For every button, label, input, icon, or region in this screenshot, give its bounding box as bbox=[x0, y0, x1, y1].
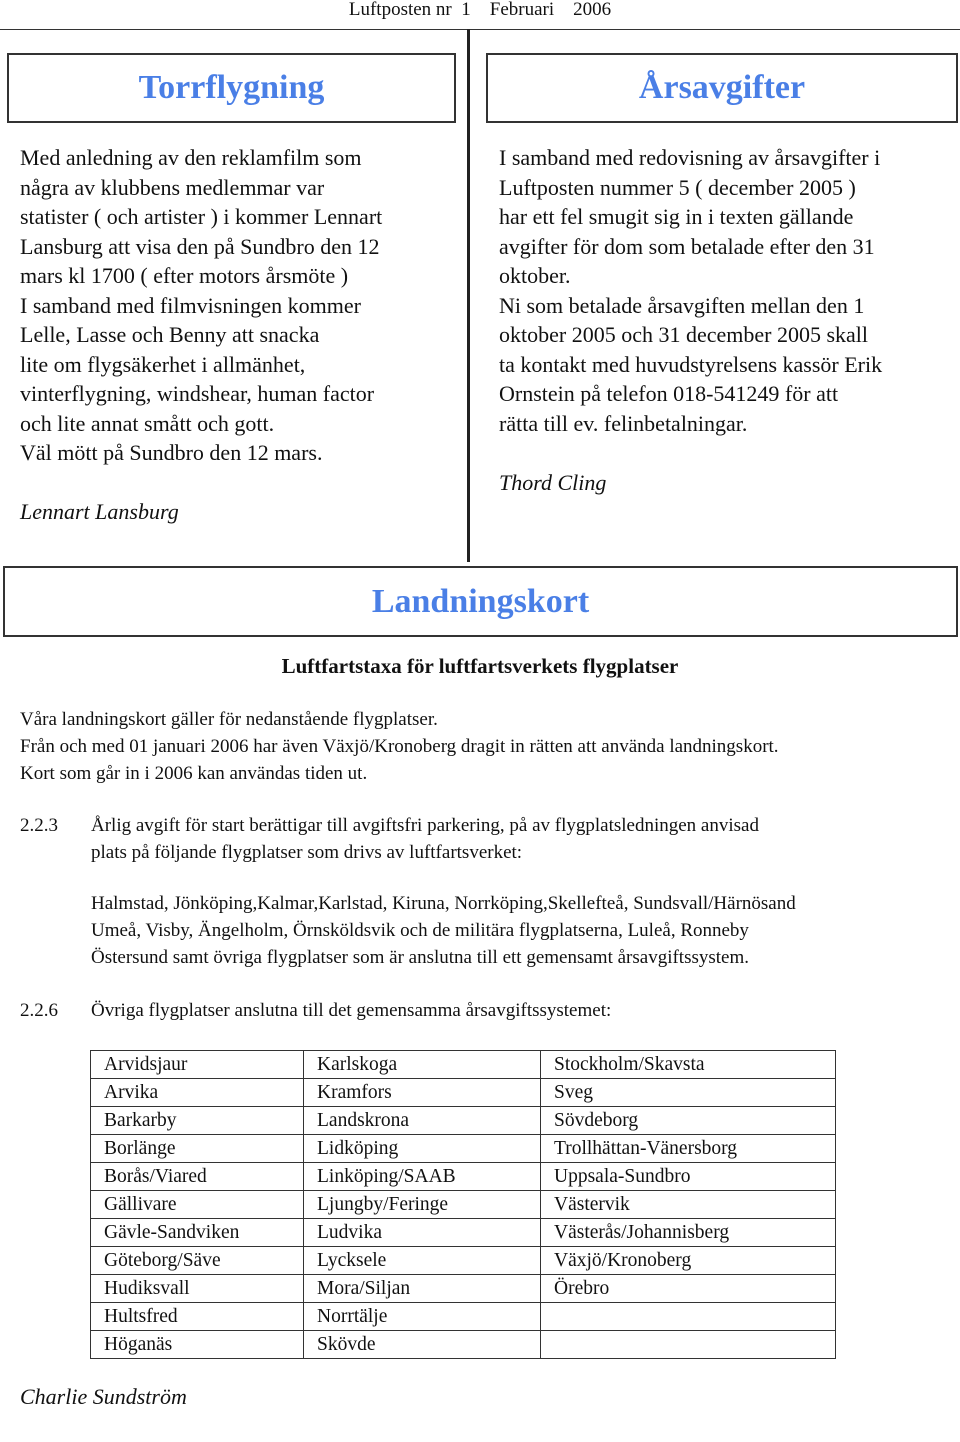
arsavgifter-title-box bbox=[486, 53, 958, 123]
table-cell: Ludvika bbox=[304, 1219, 541, 1247]
intro-line: Från och med 01 januari 2006 har även Växjö/Kronoberg dragit in rätten att använda landningskort. bbox=[20, 736, 779, 757]
table-cell: Gävle-Sandviken bbox=[91, 1219, 304, 1247]
table-cell: Sövdeborg bbox=[541, 1107, 836, 1135]
arsavgifter-line: avgifter för dom som betalade efter den 31 bbox=[499, 233, 875, 259]
torrflygning-line: statister ( och artister ) i kommer Lennart bbox=[20, 204, 383, 229]
arsavgifter-line: Ni som betalade årsavgiften mellan den 1 bbox=[499, 292, 865, 318]
section-line: plats på följande flygplatser som drivs av luftfartsverket: bbox=[91, 842, 523, 863]
table-cell: Linköping/SAAB bbox=[304, 1163, 541, 1191]
table-cell: Trollhättan-Vänersborg bbox=[541, 1135, 836, 1163]
torrflygning-line: Med anledning av den reklamfilm som bbox=[20, 145, 362, 170]
torrflygning-title-box bbox=[7, 53, 456, 123]
table-row bbox=[91, 1219, 836, 1247]
table-cell: Borås/Viared bbox=[91, 1163, 304, 1191]
column-divider bbox=[467, 29, 470, 562]
table-cell: Borlänge bbox=[91, 1135, 304, 1163]
table-cell: Barkarby bbox=[91, 1107, 304, 1135]
arsavgifter-line: oktober. bbox=[499, 263, 571, 288]
intro-line: Kort som går in i 2006 kan användas tiden ut. bbox=[20, 763, 368, 784]
torrflygning-line: och lite annat smått och gott. bbox=[20, 410, 275, 436]
torrflygning-line: mars kl 1700 ( efter motors årsmöte ) bbox=[20, 263, 349, 288]
section-number: 2.2.3 bbox=[20, 815, 58, 836]
table-cell: Växjö/Kronoberg bbox=[541, 1247, 836, 1275]
table-cell: Västervik bbox=[541, 1191, 836, 1219]
arsavgifter-line: rätta till ev. felinbetalningar. bbox=[499, 410, 748, 436]
table-cell: Uppsala-Sundbro bbox=[541, 1163, 836, 1191]
section-line: Övriga flygplatser anslutna till det gemensamma årsavgiftssystemet: bbox=[91, 1000, 612, 1021]
arsavgifter-author: Thord Cling bbox=[499, 469, 607, 495]
arsavgifter-line: I samband med redovisning av årsavgifter i bbox=[499, 145, 881, 170]
landningskort-subtitle: Luftfartstaxa för luftfartsverkets flygplatser bbox=[281, 654, 679, 678]
header-divider bbox=[0, 29, 960, 30]
table-cell: Mora/Siljan bbox=[304, 1275, 541, 1303]
torrflygning-line: I samband med filmvisningen kommer bbox=[20, 292, 361, 318]
table-row bbox=[91, 1303, 836, 1331]
section-number: 2.2.6 bbox=[20, 1000, 58, 1021]
airports-line: Östersund samt övriga flygplatser som är anslutna till ett gemensamt årsavgiftssystem. bbox=[91, 947, 750, 968]
table-cell: Västerås/Johannisberg bbox=[541, 1219, 836, 1247]
table-cell: Hudiksvall bbox=[91, 1275, 304, 1303]
torrflygning-line: Väl mött på Sundbro den 12 mars. bbox=[20, 440, 323, 465]
torrflygning-line: Lelle, Lasse och Benny att snacka bbox=[20, 322, 320, 347]
torrflygning-line: Lansburg att visa den på Sundbro den 12 bbox=[20, 233, 380, 259]
torrflygning-line: lite om flygsäkerhet i allmänhet, bbox=[20, 351, 306, 377]
table-cell: Skövde bbox=[304, 1331, 541, 1359]
landningskort-title: Landningskort bbox=[371, 582, 590, 620]
table-cell: Arvidsjaur bbox=[91, 1051, 304, 1079]
table-row bbox=[91, 1247, 836, 1275]
arsavgifter-line: Luftposten nummer 5 ( december 2005 ) bbox=[499, 174, 856, 200]
torrflygning-author: Lennart Lansburg bbox=[20, 499, 179, 524]
table-cell: Stockholm/Skavsta bbox=[541, 1051, 836, 1079]
section-text bbox=[91, 812, 951, 971]
table-row bbox=[91, 1331, 836, 1359]
landningskort-intro bbox=[20, 706, 779, 787]
arsavgifter-line: Ornstein på telefon 018-541249 för att bbox=[499, 381, 839, 406]
table-row bbox=[91, 1275, 836, 1303]
arsavgifter-title: Årsavgifter bbox=[638, 69, 806, 106]
section-text bbox=[91, 997, 951, 1024]
table-cell: Lycksele bbox=[304, 1247, 541, 1275]
table-row bbox=[91, 1051, 836, 1079]
airports-line: Umeå, Visby, Ängelholm, Örnsköldsvik och de militära flygplatserna, Luleå, Ronneby bbox=[91, 920, 749, 941]
table-cell: Göteborg/Säve bbox=[91, 1247, 304, 1275]
table-row bbox=[91, 1135, 836, 1163]
table-row bbox=[91, 1079, 836, 1107]
table-cell: Hultsfred bbox=[91, 1303, 304, 1331]
table-row bbox=[91, 1107, 836, 1135]
table-cell: Arvika bbox=[91, 1079, 304, 1107]
torrflygning-title: Torrflygning bbox=[138, 69, 325, 106]
torrflygning-line: vinterflygning, windshear, human factor bbox=[20, 381, 375, 406]
signature: Charlie Sundström bbox=[20, 1384, 187, 1409]
page-header: Luftposten nr 1 Februari 2006 bbox=[348, 0, 612, 20]
table-cell: Lidköping bbox=[304, 1135, 541, 1163]
table-row bbox=[91, 1163, 836, 1191]
torrflygning-line: några av klubbens medlemmar var bbox=[20, 174, 325, 200]
table-cell: Gällivare bbox=[91, 1191, 304, 1219]
table-cell: Sveg bbox=[541, 1079, 836, 1107]
table-cell: Kramfors bbox=[304, 1079, 541, 1107]
table-row bbox=[91, 1191, 836, 1219]
table-cell: Ljungby/Feringe bbox=[304, 1191, 541, 1219]
table-cell: Örebro bbox=[541, 1275, 836, 1303]
airports-table-body bbox=[91, 1051, 836, 1359]
airports-table bbox=[90, 1050, 836, 1359]
arsavgifter-line: har ett fel smugit sig in i texten gällande bbox=[499, 204, 854, 229]
landningskort-title-box bbox=[3, 566, 958, 637]
torrflygning-body bbox=[20, 143, 460, 527]
arsavgifter-body bbox=[499, 143, 954, 497]
airports-line: Halmstad, Jönköping,Kalmar,Karlstad, Kiruna, Norrköping,Skellefteå, Sundsvall/Härnösand bbox=[91, 893, 796, 914]
arsavgifter-line: ta kontakt med huvudstyrelsens kassör Erik bbox=[499, 351, 883, 377]
table-cell: Norrtälje bbox=[304, 1303, 541, 1331]
arsavgifter-line: oktober 2005 och 31 december 2005 skall bbox=[499, 322, 869, 347]
table-cell: Höganäs bbox=[91, 1331, 304, 1359]
table-cell: Landskrona bbox=[304, 1107, 541, 1135]
table-cell bbox=[541, 1331, 836, 1359]
intro-line: Våra landningskort gäller för nedanstående flygplatser. bbox=[20, 709, 438, 730]
section-line: Årlig avgift för start berättigar till avgiftsfri parkering, på av flygplatsledningen anvisad bbox=[91, 815, 759, 836]
table-cell bbox=[541, 1303, 836, 1331]
table-cell: Karlskoga bbox=[304, 1051, 541, 1079]
